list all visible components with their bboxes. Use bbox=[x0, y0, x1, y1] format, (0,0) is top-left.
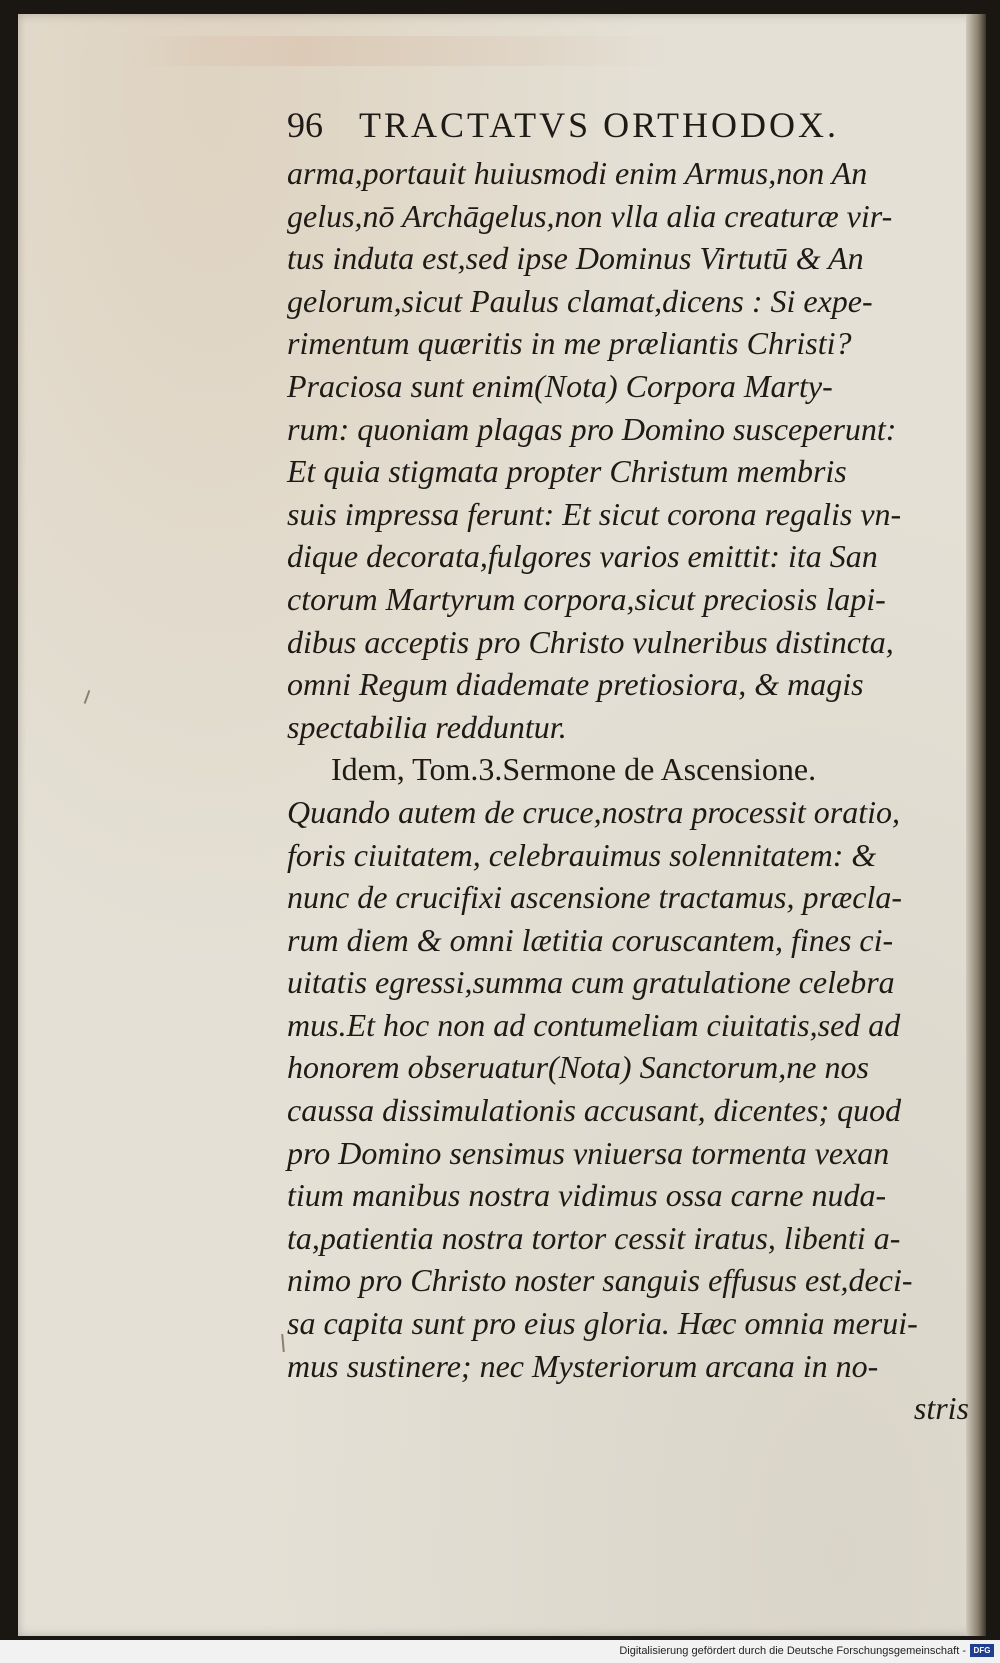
page-number: 96 bbox=[287, 105, 323, 145]
text-line: mus sustinere; nec Mysteriorum arcana in no- bbox=[287, 1347, 879, 1384]
text-line: nimo pro Christo noster sanguis effusus est,deci- bbox=[287, 1262, 913, 1299]
text-line: gelus,nō Archāgelus,non vlla alia creaturæ vir- bbox=[287, 197, 893, 234]
running-head bbox=[287, 104, 977, 148]
section-heading: Idem, Tom.3.Sermone de Ascensione. bbox=[331, 751, 817, 788]
text-line: tus induta est,sed ipse Dominus Virtutū & An bbox=[287, 240, 864, 277]
text-line: suis impressa ferunt: Et sicut corona regalis vn- bbox=[287, 495, 902, 532]
text-line: gelorum,sicut Paulus clamat,dicens : Si expe- bbox=[287, 282, 873, 319]
catchword: stris bbox=[913, 1390, 969, 1427]
text-line: mus.Et hoc non ad contumeliam ciuitatis,sed ad bbox=[287, 1006, 901, 1043]
margin-mark bbox=[84, 690, 91, 704]
text-line: Et quia stigmata propter Christum membris bbox=[287, 453, 847, 490]
text-line: ta,patientia nostra tortor cessit iratus, libenti a- bbox=[287, 1219, 901, 1256]
text-block bbox=[287, 104, 977, 1430]
margin-mark bbox=[281, 1334, 285, 1352]
running-title: TRACTATVS ORTHODOX. bbox=[359, 105, 839, 145]
text-line: spectabilia redduntur. bbox=[287, 708, 567, 745]
text-line: arma,portauit huiusmodi enim Armus,non An bbox=[287, 155, 868, 191]
text-line: sa capita sunt pro eius gloria. Hæc omnia merui- bbox=[287, 1305, 918, 1342]
dfg-logo: DFG bbox=[970, 1644, 994, 1657]
text-line: rum: quoniam plagas pro Domino susceperunt: bbox=[287, 410, 897, 447]
text-line: omni Regum diademate pretiosiora, & magis bbox=[287, 666, 864, 703]
text-line: pro Domino sensimus vniuersa tormenta vexan bbox=[287, 1134, 890, 1171]
text-line: honorem obseruatur(Nota) Sanctorum,ne nos bbox=[287, 1049, 869, 1086]
text-line: rimentum quæritis in me præliantis Christi? bbox=[287, 325, 852, 362]
ink-bleed bbox=[118, 36, 678, 66]
text-line: ctorum Martyrum corpora,sicut preciosis lapi- bbox=[287, 580, 886, 617]
text-line: uitatis egressi,summa cum gratulatione celebra bbox=[287, 964, 895, 1001]
text-line: dibus acceptis pro Christo vulneribus distincta, bbox=[287, 623, 894, 660]
text-line: nunc de crucifixi ascensione tractamus, præcla- bbox=[287, 879, 902, 916]
text-line: tium manibus nostra vidimus ossa carne nuda- bbox=[287, 1177, 887, 1214]
funding-credit: Digitalisierung gefördert durch die Deutsche Forschungsgemeinschaft - bbox=[619, 1645, 966, 1657]
text-line: caussa dissimulationis accusant, dicentes; quod bbox=[287, 1092, 902, 1129]
text-line: Praciosa sunt enim(Nota) Corpora Marty- bbox=[287, 367, 833, 404]
text-line: foris ciuitatem, celebrauimus solennitatem: & bbox=[287, 836, 877, 873]
text-line: rum diem & omni lætitia coruscantem, fines ci- bbox=[287, 921, 894, 958]
text-line: Quando autem de cruce,nostra processit oratio, bbox=[287, 793, 900, 830]
text-line: dique decorata,fulgores varios emittit: ita San bbox=[287, 538, 878, 575]
